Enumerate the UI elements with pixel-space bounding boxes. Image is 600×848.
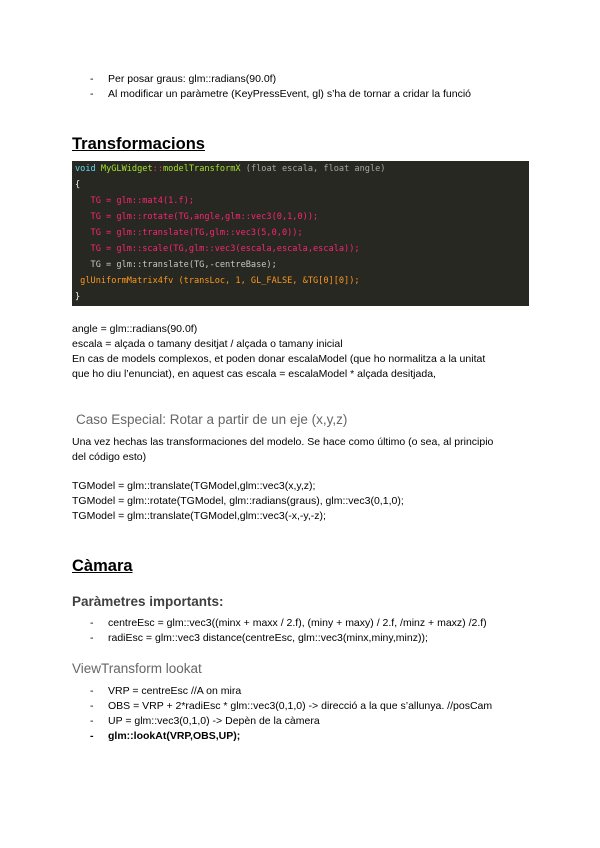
bullet-dash: -	[90, 715, 94, 727]
bullet-dash: -	[90, 700, 94, 712]
paragraph-line: angle = glm::radians(90.0f)	[72, 323, 198, 335]
code-line: TG = glm::scale(TG,glm::vec3(escala,escala,escala));	[75, 244, 360, 254]
list-item-text: centreEsc = glm::vec3((minx + maxx / 2.f), (miny + maxy) / 2.f, /minz + maxz) /2.f)	[108, 617, 487, 629]
section-heading-caso-especial: Caso Especial: Rotar a partir de un eje (x,y,z)	[76, 412, 348, 427]
list-item-text: OBS = VRP + 2*radiEsc * glm::vec3(0,1,0) -> direcció a la que s’allunya. //posCam	[108, 700, 493, 712]
bullet-dash: -	[90, 88, 94, 100]
code-block	[72, 161, 529, 306]
paragraph-line: escala = alçada o tamany desitjat / alçada o tamany inicial	[72, 338, 343, 350]
list-item-text: Per posar graus: glm::radians(90.0f)	[108, 73, 277, 85]
code-line: }	[75, 292, 81, 302]
code-text-line: TGModel = glm::rotate(TGModel, glm::radians(graus), glm::vec3(0,1,0);	[72, 495, 404, 507]
code-line: TG = glm::translate(TG,glm::vec3(5,0,0));	[75, 228, 303, 238]
code-line: void MyGLWidget::modelTransformX (float escala, float angle)	[75, 164, 386, 174]
paragraph-line: En cas de models complexos, et poden donar escalaModel (que ho normalitza a la unitat	[72, 353, 486, 365]
bullet-dash: -	[90, 632, 94, 644]
list-item-text: radiEsc = glm::vec3 distance(centreEsc, glm::vec3(minx,miny,minz));	[108, 632, 428, 644]
bullet-dash: -	[90, 617, 94, 629]
subheading-viewtransform: ViewTransform lookat	[72, 661, 202, 676]
code-line: glUniformMatrix4fv (transLoc, 1, GL_FALSE, &TG[0][0]);	[75, 276, 360, 286]
list-item-text: glm::lookAt(VRP,OBS,UP);	[108, 730, 241, 742]
bullet-dash: -	[90, 73, 94, 85]
code-line: {	[75, 180, 81, 190]
subheading-parametres: Paràmetres importants:	[72, 594, 224, 609]
paragraph-line: Una vez hechas las transformaciones del modelo. Se hace como último (o sea, al principio	[72, 436, 494, 448]
list-item-text: Al modificar un paràmetre (KeyPressEvent, gl) s’ha de tornar a cridar la funció	[108, 88, 471, 100]
bullet-dash: -	[90, 685, 94, 697]
code-text-line: TGModel = glm::translate(TGModel,glm::vec3(-x,-y,-z);	[72, 510, 326, 522]
section-heading-transformacions: Transformacions	[72, 135, 205, 153]
code-line: TG = glm::rotate(TG,angle,glm::vec3(0,1,0));	[75, 212, 319, 222]
section-heading-camara: Càmara	[72, 557, 133, 575]
list-item-text: VRP = centreEsc //A on mira	[108, 685, 242, 697]
paragraph-line: del código esto)	[72, 451, 147, 463]
code-text-line: TGModel = glm::translate(TGModel,glm::vec3(x,y,z);	[72, 480, 316, 492]
paragraph-line: que ho diu l’enunciat), en aquest cas escala = escalaModel * alçada desitjada,	[72, 368, 436, 380]
code-line: TG = glm::mat4(1.f);	[75, 196, 194, 206]
code-line: TG = glm::translate(TG,-centreBase);	[75, 260, 277, 270]
list-item-text: UP = glm::vec3(0,1,0) -> Depèn de la càmera	[108, 715, 320, 727]
bullet-dash: -	[90, 730, 94, 742]
